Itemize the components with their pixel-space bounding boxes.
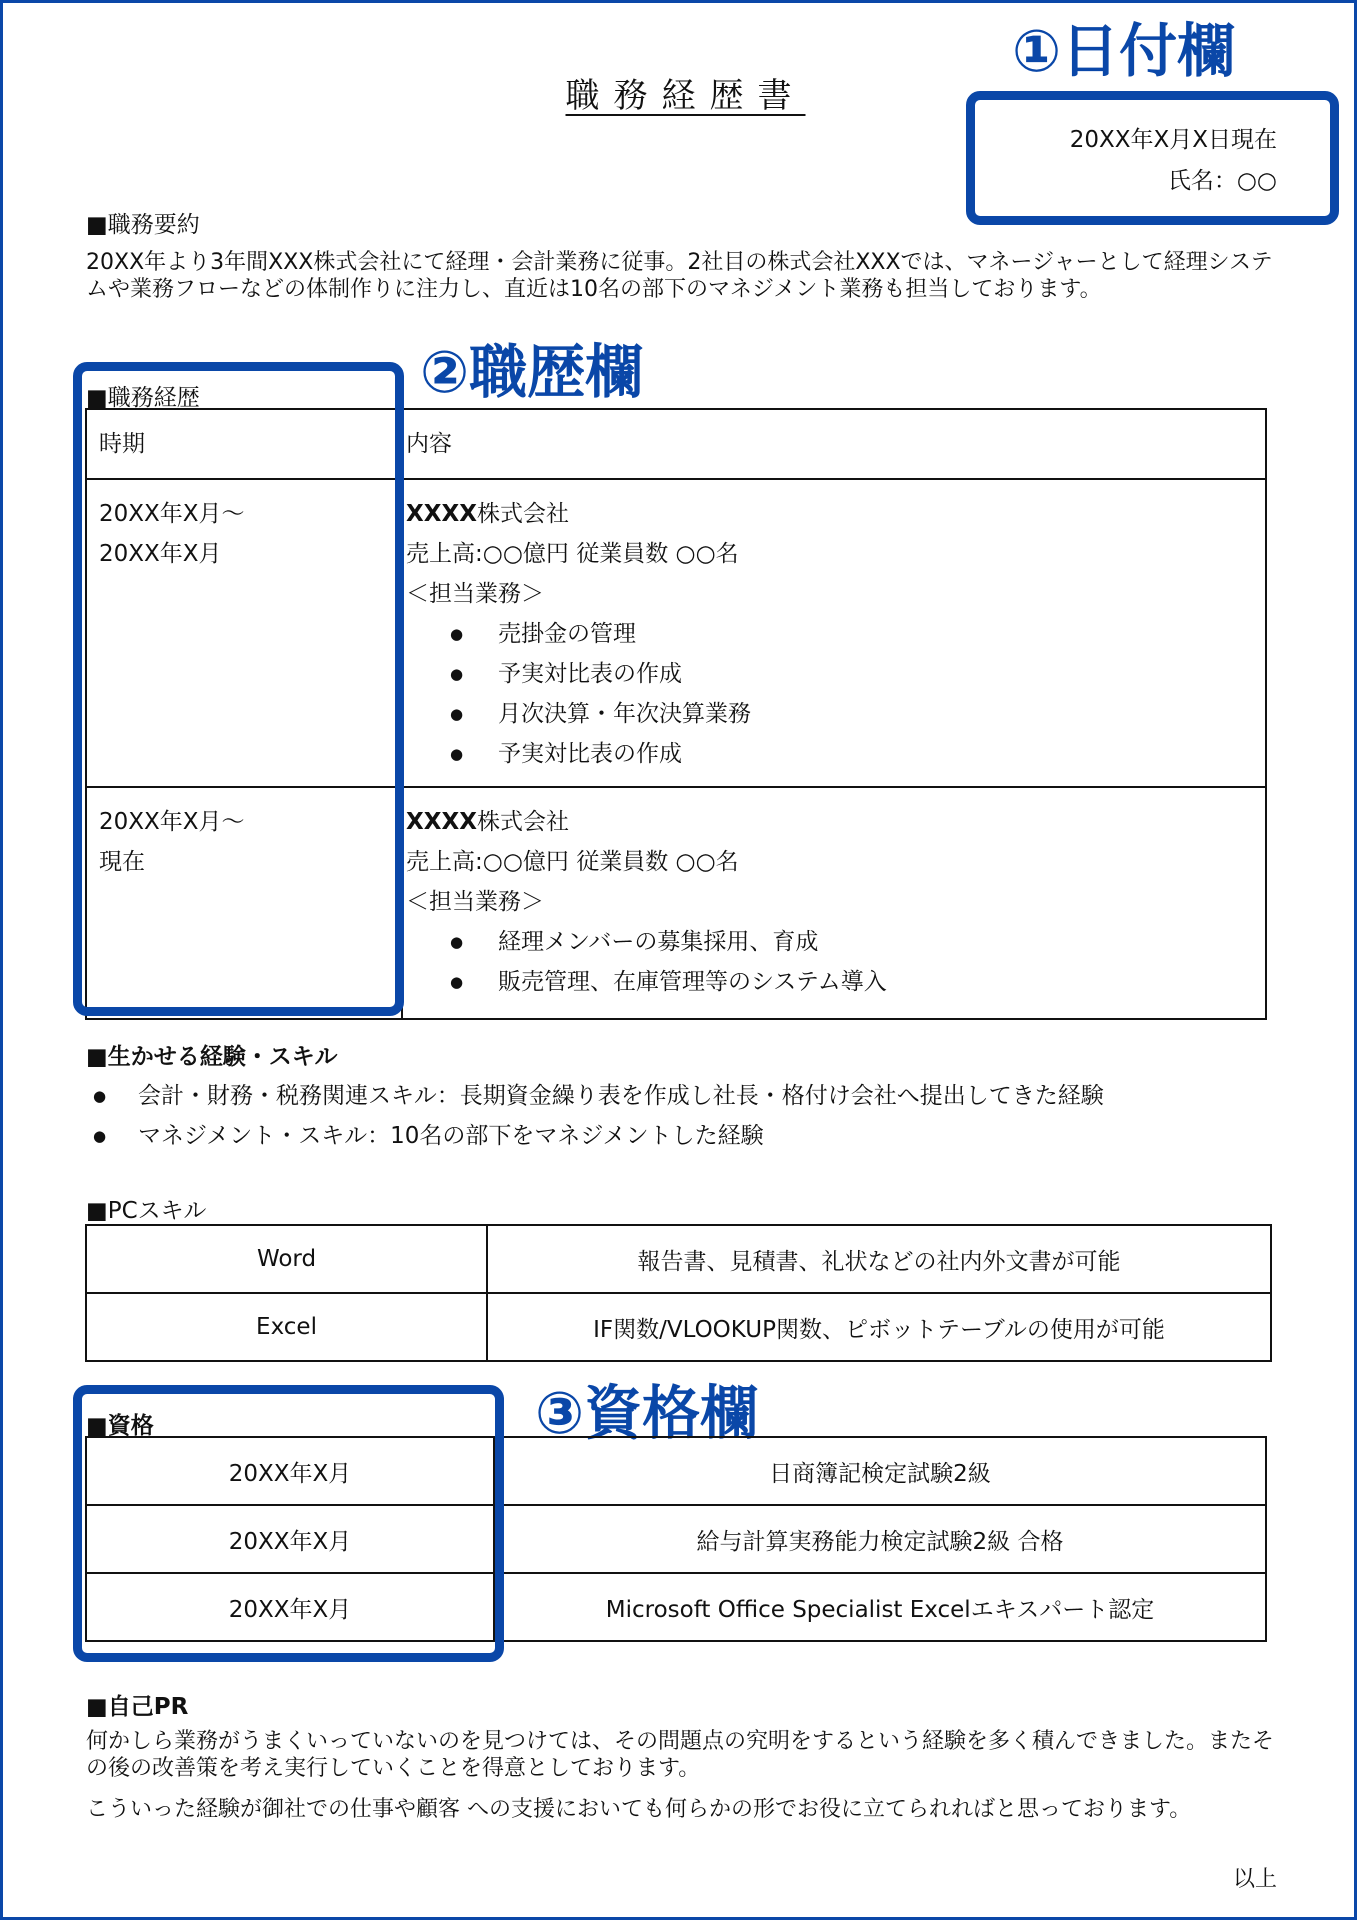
career-content — [402, 479, 1266, 787]
duties-label: ＜担当業務＞ — [406, 889, 544, 915]
company-stats: 売上高:○○億円 従業員数 ○○名 — [406, 849, 739, 875]
skills-heading: ■生かせる経験・スキル — [86, 1044, 338, 1070]
pc-skill-row — [86, 1293, 1271, 1361]
duty-item: ● 売掛金の管理 — [406, 614, 1253, 654]
applicant-name: 氏名：○○ — [1167, 168, 1277, 194]
period-from: 20XX年X月～ — [99, 809, 245, 835]
pc-skill-row — [86, 1225, 1271, 1293]
qualification-date: 20XX年X月 — [86, 1437, 494, 1505]
self-pr-heading: ■自己PR — [86, 1694, 189, 1720]
duties-list — [406, 614, 1253, 774]
date-block — [1070, 120, 1277, 202]
pc-skills-heading: ■PCスキル — [86, 1198, 207, 1224]
company-name: XXXX株式会社 — [406, 501, 569, 527]
qualification-highlight-box — [73, 1385, 504, 1662]
self-pr-paragraph: 何かしら業務がうまくいっていないのを見つけては、その問題点の究明をするという経験を多く積んできました。またその後の改善策を考え実行していくことを得意としております。 — [86, 1729, 1275, 1781]
duty-item: ● 予実対比表の作成 — [406, 654, 1253, 694]
qualification-date: 20XX年X月 — [86, 1573, 494, 1641]
pc-skills-table — [85, 1224, 1272, 1362]
callout-qualification-section: ③資格欄 — [535, 1379, 759, 1447]
document-title: 職務経歴書 — [565, 76, 806, 116]
duty-item: ● 月次決算・年次決算業務 — [406, 694, 1253, 734]
qualifications-heading: ■資格 — [86, 1413, 154, 1439]
duties-label: ＜担当業務＞ — [406, 581, 544, 607]
pc-detail: 報告書、見積書、礼状などの社内外文書が可能 — [487, 1225, 1271, 1293]
period-to: 現在 — [99, 849, 145, 875]
pc-tool: Word — [86, 1225, 487, 1293]
period-to: 20XX年X月 — [99, 541, 222, 567]
duties-list — [406, 922, 1253, 1002]
col-header-content: 内容 — [402, 409, 1266, 479]
period-from: 20XX年X月～ — [99, 501, 245, 527]
company-stats: 売上高:○○億円 従業員数 ○○名 — [406, 541, 739, 567]
qualification-name: Microsoft Office Specialist Excelエキスパート認定 — [494, 1573, 1266, 1641]
qualification-name: 日商簿記検定試験2級 — [494, 1437, 1266, 1505]
qualification-date: 20XX年X月 — [86, 1505, 494, 1573]
qualification-name: 給与計算実務能力検定試験2級 合格 — [494, 1505, 1266, 1573]
pc-detail: IF関数/VLOOKUP関数、ピボットテーブルの使用が可能 — [487, 1293, 1271, 1361]
closing-mark: 以上 — [1232, 1867, 1277, 1892]
career-highlight-box — [73, 362, 404, 1016]
skills-list — [93, 1076, 1104, 1156]
document-date: 20XX年X月X日現在 — [1069, 127, 1277, 153]
callout-career-section: ②職歴欄 — [420, 338, 644, 406]
col-header-period: 時期 — [86, 409, 402, 479]
duty-item: ● 予実対比表の作成 — [406, 734, 1253, 774]
callout-date-section: ①日付欄 — [1012, 17, 1236, 85]
career-heading: ■職務経歴 — [86, 385, 200, 411]
skill-item: ● マネジメント・スキル：10名の部下をマネジメントした経験 — [93, 1116, 1104, 1156]
skill-item: ● 会計・財務・税務関連スキル：長期資金繰り表を作成し社長・格付け会社へ提出してきた経験 — [93, 1076, 1104, 1116]
pc-tool: Excel — [86, 1293, 487, 1361]
career-content — [402, 787, 1266, 1019]
self-pr-paragraph: こういった経験が御社での仕事や顧客 への支援においても何らかの形でお役に立てられればと思っております。 — [86, 1797, 1192, 1822]
company-name: XXXX株式会社 — [406, 809, 569, 835]
summary-heading: ■職務要約 — [86, 212, 200, 238]
summary-text: 20XX年より3年間XXX株式会社にて経理・会計業務に従事。2社目の株式会社XXXでは、マネージャーとして経理システムや業務フローなどの体制作りに注力し、直近は10名の部下のマネジメント業務も担当しております。 — [86, 250, 1273, 302]
duty-item: ● 販売管理、在庫管理等のシステム導入 — [406, 962, 1253, 1002]
duty-item: ● 経理メンバーの募集採用、育成 — [406, 922, 1253, 962]
